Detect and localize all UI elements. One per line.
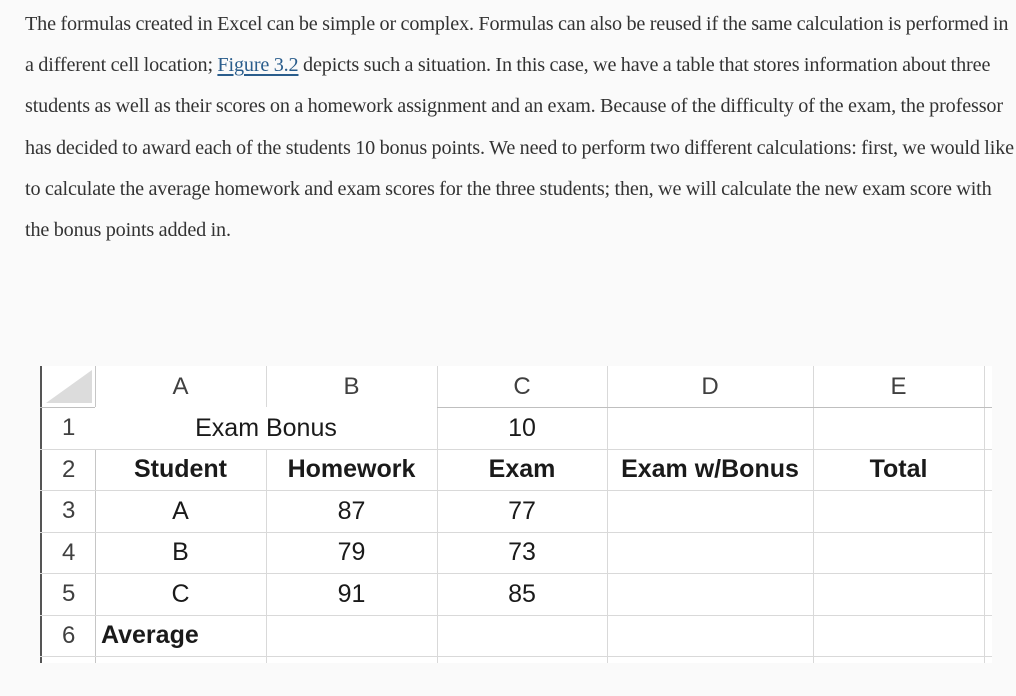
column-header-a[interactable]: A <box>172 372 189 400</box>
grid-vline <box>813 366 814 663</box>
exam-cell[interactable]: 77 <box>508 496 536 525</box>
row-number-1[interactable]: 1 <box>62 414 76 441</box>
header-student[interactable]: Student <box>133 455 228 483</box>
spreadsheet-figure <box>40 366 992 663</box>
grid-vline <box>607 366 608 663</box>
row-number-6[interactable]: 6 <box>62 621 76 649</box>
header-exam[interactable]: Exam <box>488 455 556 483</box>
body-paragraph <box>25 4 1015 251</box>
student-cell[interactable]: C <box>171 579 190 608</box>
grid-vline <box>984 366 985 663</box>
column-header-c[interactable]: C <box>513 372 531 400</box>
paragraph-text-start: The formulas created in Excel can be simple or complex. Formulas can also be reused if the same calculation is performed in a different cell location; <box>25 13 1009 77</box>
figure-link[interactable]: Figure 3.2 <box>217 54 299 77</box>
select-all-corner[interactable] <box>46 370 92 403</box>
row-number-2[interactable]: 2 <box>62 455 76 483</box>
exam-cell[interactable]: 73 <box>508 538 536 566</box>
column-header-b[interactable]: B <box>343 372 360 400</box>
bonus-value-cell[interactable]: 10 <box>508 413 536 442</box>
header-total[interactable]: Total <box>869 455 928 483</box>
homework-cell[interactable]: 87 <box>337 496 366 525</box>
header-homework[interactable]: Homework <box>287 455 416 483</box>
exam-cell[interactable]: 85 <box>508 579 536 608</box>
homework-cell[interactable]: 91 <box>337 579 366 608</box>
student-cell[interactable]: A <box>172 496 189 525</box>
row-number-4[interactable]: 4 <box>62 538 76 566</box>
column-header-e[interactable]: E <box>890 372 907 400</box>
homework-cell[interactable]: 79 <box>337 538 366 566</box>
paragraph-text-end: depicts such a situation. In this case, we have a table that stores information about three students as well as their scores on a homework assignment and an exam. Because of the difficulty of the exam, the professor has decided to award each of the students 10 bonus points. We need to perform two different calculations: first, we would like to calculate the average homework and exam scores for the three students; then, we will calculate the new exam score with the bonus points added in. <box>25 54 1014 242</box>
grid-hline <box>40 656 992 657</box>
merged-label-cell[interactable]: Exam Bonus <box>95 407 437 449</box>
student-cell[interactable]: B <box>172 538 189 566</box>
row-number-5[interactable]: 5 <box>62 580 76 607</box>
header-exam-with-bonus[interactable]: Exam w/Bonus <box>621 455 799 483</box>
average-label-cell[interactable]: Average <box>101 621 199 649</box>
column-header-d[interactable]: D <box>701 372 719 400</box>
row-number-3[interactable]: 3 <box>62 497 76 524</box>
